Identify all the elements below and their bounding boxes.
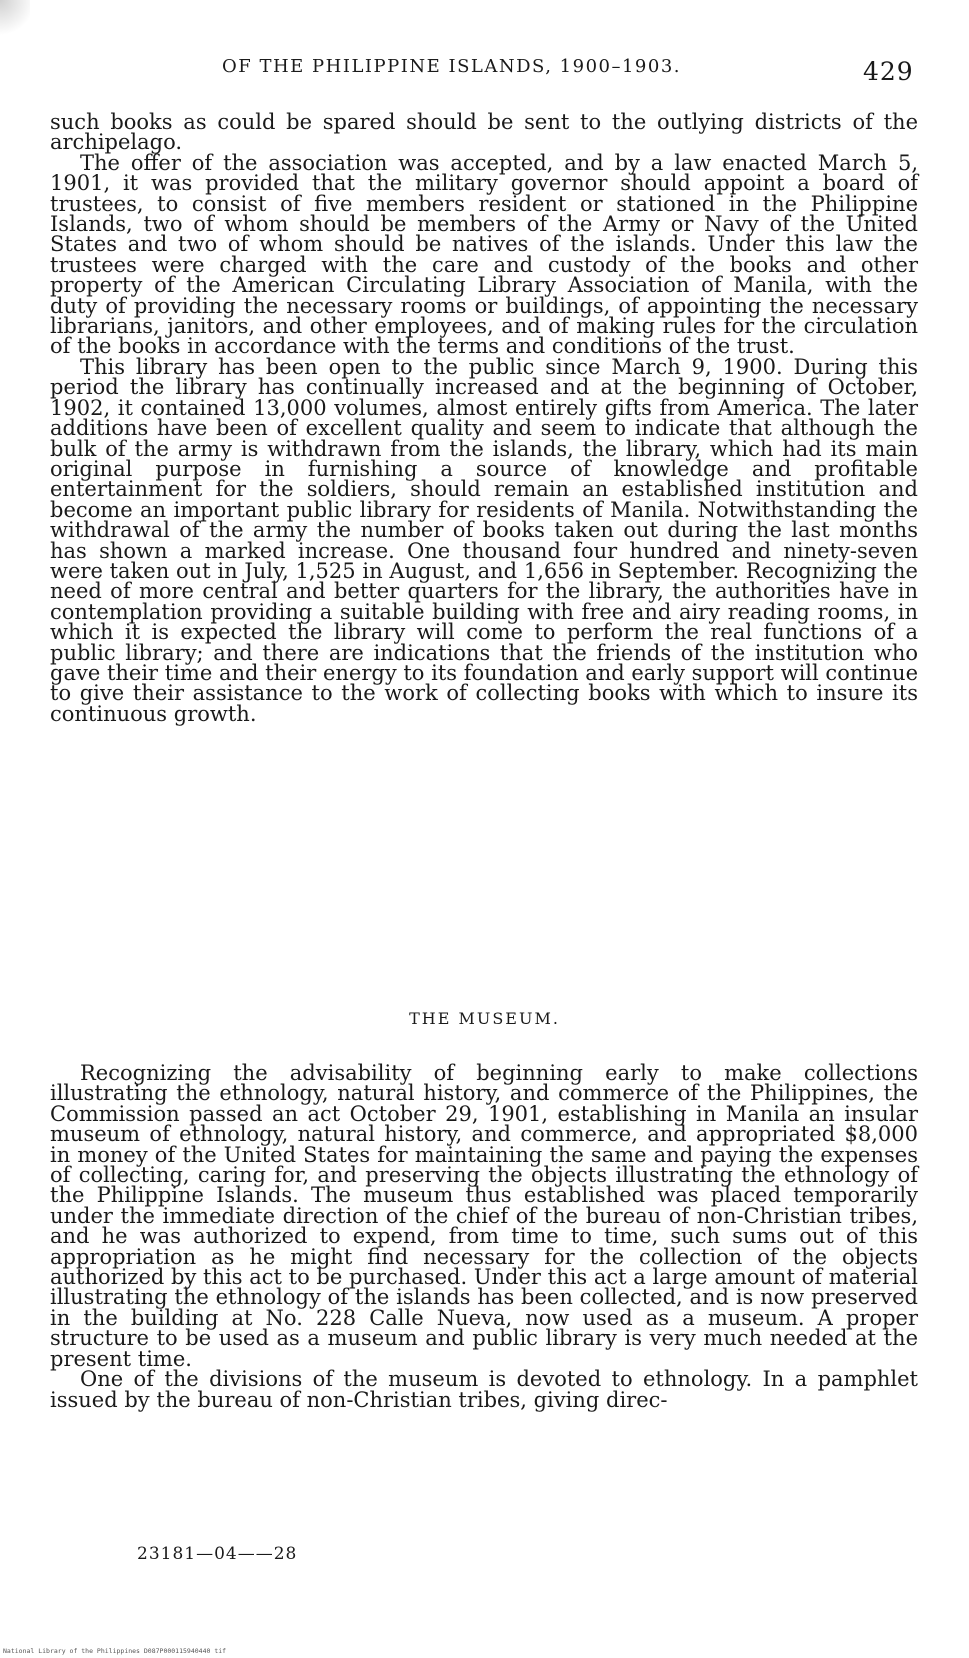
paragraph: Recognizing the advisability of beginning early to make collections illustrating the ethnology, natural history, and commerce of the Philippines, the Commission passed an act October 29, 1901, establishing in Manila an insular museum of ethnology, natural history, and commerce, and appropriated $8,000 in money of the United States for maintaining the same and paying the expenses of collecting, caring for, and preserving the objects illustrating the ethnology of the Philippine Islands. The museum thus established was placed temporarily under the immediate direction of the chief of the bureau of non-Christian tribes, and he was authorized to expend, from time to time, such sums out of this appropriation as he might find necessary for the collection of the objects authorized by this act to be purchased. Under this act a large amount of material illustrating the ethnology of the islands has been collected, and is now preserved in the building at No. 228 Calle Nueva, now used as a museum. A proper structure to be used as a museum and public library is very much needed at the present time. <box>50 1061 918 1371</box>
scan-edge-shadow <box>0 0 30 40</box>
paragraph: One of the divisions of the museum is devoted to ethnology. In a pamphlet issued by the bureau of non-Christian tribes, giving direc- <box>50 1367 918 1412</box>
running-header: OF THE PHILIPPINE ISLANDS, 1900–1903. <box>222 56 682 77</box>
page-number: 429 <box>863 57 914 86</box>
library-section <box>50 112 918 724</box>
paragraph: The offer of the association was accepted, and by a law enacted March 5, 1901, it was provided that the military governor should appoint a board of trustees, to consist of five members resident or stationed in the Philippine Islands, two of whom should be members of the Army or Navy of the United States and two of whom should be natives of the islands. Under this law the trustees were charged with the care and custody of the books and other property of the American Circulating Library Association of Manila, with the duty of providing the necessary rooms or buildings, of appointing the necessary librarians, janitors, and other employees, and of making rules for the circulation of the books in accordance with the terms and conditions of the trust. <box>50 150 918 359</box>
paragraph: such books as could be spared should be sent to the outlying districts of the archipelago. <box>50 110 918 155</box>
scan-footer-label: National Library of the Philippines D087P000115940440 tif <box>3 1647 227 1655</box>
paragraph: This library has been open to the public since March 9, 1900. During this period the library has continually increased and at the beginning of October, 1902, it contained 13,000 volumes, almost entirely gifts from America. The later additions have been of excellent quality and seem to indicate that although the bulk of the army is withdrawn from the islands, the library, which had its main original purpose in furnishing a source of knowledge and profitable entertainment for the soldiers, should remain an established institution and become an important public library for residents of Manila. Notwithstanding the withdrawal of the army the number of books taken out during the last months has shown a marked increase. One thousand four hundred and ninety-seven were taken out in July, 1,525 in August, and 1,656 in September. Recognizing the need of more central and better quarters for the library, the authorities have in contemplation providing a suitable building with free and airy reading rooms, in which it is expected the library will come to perform the real functions of a public library; and there are indications that the friends of the institution who gave their time and their energy to its foundation and early support will continue to give their assistance to the work of collecting books with which to insure its continuous growth. <box>50 354 918 726</box>
section-heading: THE MUSEUM. <box>409 1009 560 1028</box>
museum-section <box>50 1063 918 1410</box>
printer-signature: 23181—04——28 <box>137 1544 298 1564</box>
